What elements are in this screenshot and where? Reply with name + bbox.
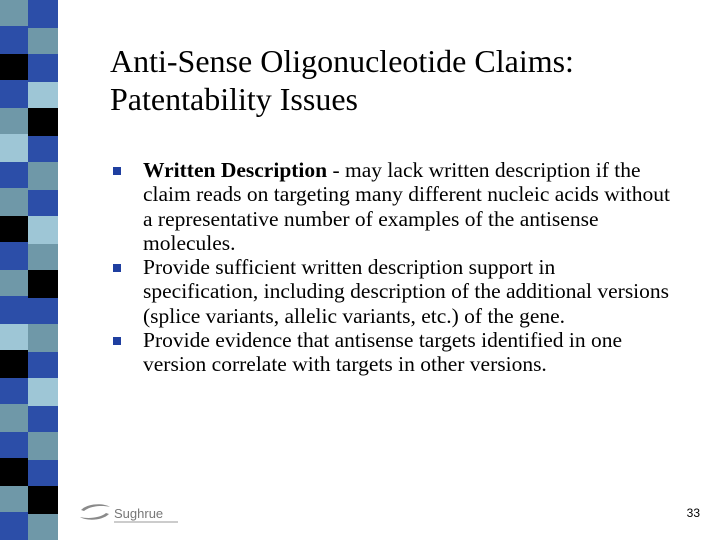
strip-block — [28, 0, 58, 28]
logo-tagline-line — [114, 521, 178, 523]
strip-block — [28, 378, 58, 406]
strip-block — [0, 216, 28, 242]
bullet-bold-label: Written Description — [143, 158, 328, 182]
strip-block — [28, 324, 58, 352]
strip-block — [28, 406, 58, 432]
decorative-strip — [0, 0, 60, 540]
strip-block — [0, 134, 28, 162]
strip-block — [28, 486, 58, 514]
strip-block — [28, 162, 58, 190]
square-bullet-icon — [113, 264, 121, 272]
strip-block — [28, 82, 58, 108]
bullet-item — [110, 328, 670, 377]
strip-block — [0, 54, 28, 80]
strip-block — [0, 296, 28, 324]
strip-block — [28, 298, 58, 324]
bullet-text: Provide sufficient written description support in specification, including description of the additional versions (splice variants, allelic variants, etc.) of the gene. — [143, 255, 670, 328]
bullet-text: Provide evidence that antisense targets identified in one version correlate with targets in other versions. — [143, 328, 623, 377]
strip-block — [28, 514, 58, 540]
strip-block — [0, 350, 28, 378]
title-line-2: Patentability Issues — [110, 81, 358, 117]
page-number: 33 — [686, 506, 700, 520]
bullet-item — [110, 255, 670, 328]
strip-block — [0, 432, 28, 458]
strip-block — [28, 432, 58, 460]
swoosh-icon — [78, 502, 112, 522]
strip-block — [28, 270, 58, 298]
strip-block — [0, 324, 28, 350]
strip-block — [0, 242, 28, 270]
strip-block — [28, 244, 58, 270]
strip-block — [28, 190, 58, 216]
strip-block — [0, 378, 28, 404]
strip-block — [0, 486, 28, 512]
company-logo — [78, 500, 188, 528]
strip-block — [0, 458, 28, 486]
strip-block — [28, 460, 58, 486]
square-bullet-icon — [113, 167, 121, 175]
strip-block — [28, 352, 58, 378]
strip-block — [0, 188, 28, 216]
strip-block — [0, 108, 28, 134]
strip-block — [28, 28, 58, 54]
strip-block — [0, 26, 28, 54]
bullet-item — [110, 158, 670, 255]
strip-block — [0, 512, 28, 540]
strip-block — [28, 54, 58, 82]
strip-block — [28, 108, 58, 136]
strip-block — [28, 216, 58, 244]
strip-block — [28, 136, 58, 162]
strip-block — [0, 270, 28, 296]
strip-block — [0, 162, 28, 188]
logo-text: Sughrue — [114, 506, 164, 521]
bullet-text: - may lack written description if the claim reads on targeting many different nucleic acids without a representative number of examples of the antisense molecules. — [143, 158, 670, 255]
strip-block — [0, 0, 28, 26]
strip-block — [0, 404, 28, 432]
square-bullet-icon — [113, 337, 121, 345]
title-line-1: Anti-Sense Oligonucleotide Claims: — [110, 43, 574, 79]
bullet-list — [110, 158, 670, 377]
slide-title — [110, 42, 670, 118]
strip-block — [0, 80, 28, 108]
